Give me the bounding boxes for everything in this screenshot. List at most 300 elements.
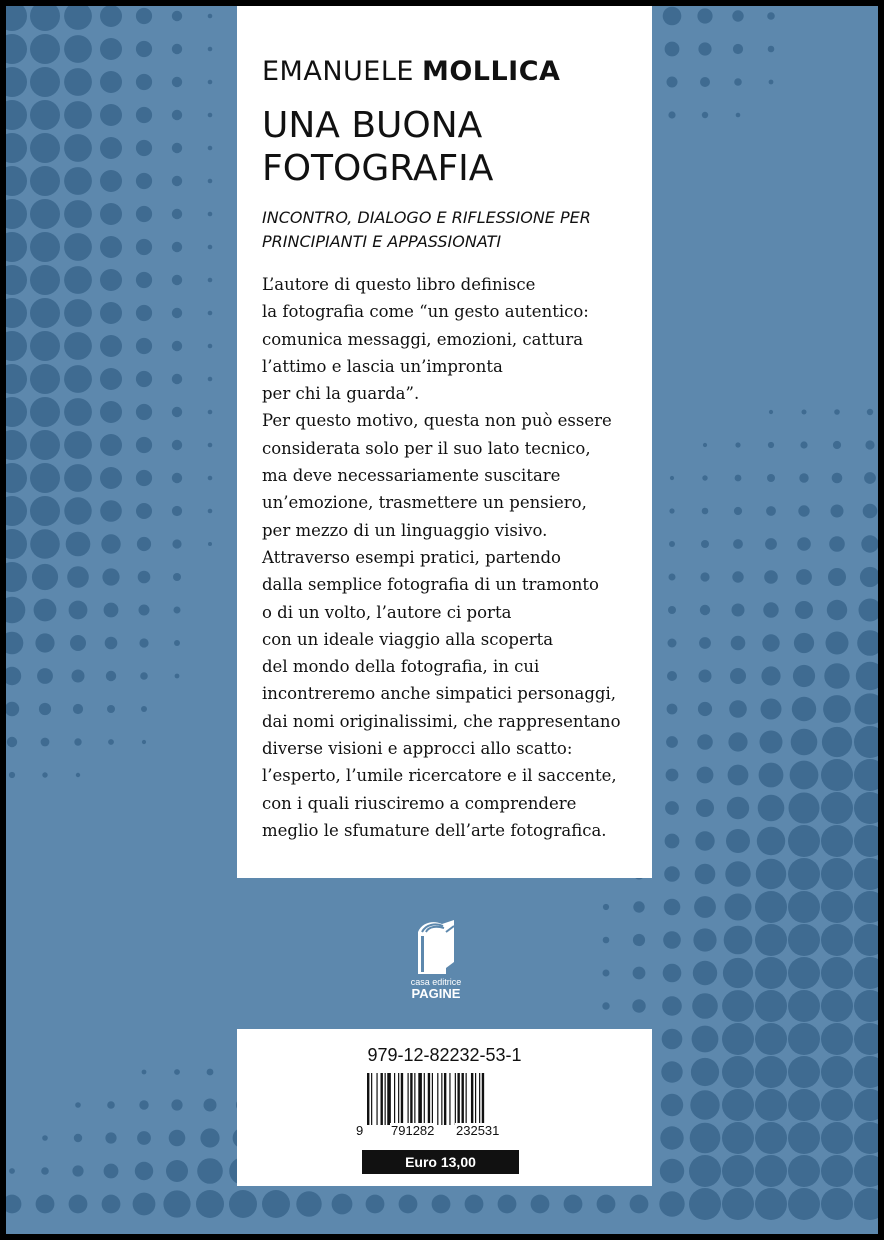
halftone-dot (100, 302, 122, 324)
halftone-dot (861, 535, 878, 552)
halftone-dot (136, 437, 152, 453)
halftone-dot (6, 529, 27, 559)
halftone-dot (824, 663, 849, 688)
halftone-dot (603, 904, 609, 910)
barcode-bar (471, 1073, 473, 1125)
halftone-dot (140, 672, 148, 680)
halftone-dot (64, 101, 92, 129)
halftone-dot (755, 1056, 787, 1088)
halftone-dot (759, 763, 784, 788)
halftone-dot (100, 203, 122, 225)
halftone-dot (172, 440, 182, 450)
halftone-dot (41, 1167, 49, 1175)
halftone-dot (659, 1191, 684, 1216)
halftone-dot (30, 232, 60, 262)
halftone-dot (139, 1100, 148, 1109)
halftone-dot (662, 996, 682, 1016)
halftone-dot (133, 1193, 156, 1216)
halftone-dot (100, 236, 122, 258)
barcode-bar (466, 1073, 467, 1125)
halftone-dot (728, 732, 747, 751)
halftone-dot (854, 726, 878, 758)
halftone-dot (736, 113, 741, 118)
halftone-dot (665, 801, 679, 815)
halftone-dot (72, 1165, 83, 1176)
halftone-dot (172, 77, 182, 87)
halftone-dot (64, 431, 92, 459)
halftone-dot (207, 1069, 214, 1076)
halftone-dot (6, 667, 21, 685)
halftone-dot (667, 704, 678, 715)
halftone-dot (735, 442, 740, 447)
halftone-dot (74, 738, 81, 745)
halftone-dot (6, 430, 27, 460)
halftone-dot (6, 6, 27, 31)
halftone-dot (697, 734, 713, 750)
barcode-bar (371, 1073, 372, 1125)
halftone-dot (702, 112, 708, 118)
halftone-dot (100, 104, 122, 126)
halftone-dot (755, 1023, 787, 1055)
halftone-dot (788, 1155, 820, 1187)
barcode-bar (424, 1073, 425, 1125)
halftone-dot (723, 958, 753, 988)
halftone-dot (136, 371, 152, 387)
halftone-dot (854, 759, 878, 791)
halftone-dot (100, 269, 122, 291)
barcode-bar (381, 1073, 383, 1125)
halftone-dot (854, 1122, 878, 1154)
halftone-dot (136, 404, 152, 420)
halftone-dot (6, 463, 27, 493)
halftone-dot (107, 705, 115, 713)
halftone-dot (136, 272, 152, 288)
halftone-dot (172, 242, 182, 252)
halftone-dot (72, 670, 85, 683)
halftone-dot (821, 792, 853, 824)
halftone-dot (64, 134, 92, 162)
halftone-dot (172, 308, 182, 318)
halftone-dot (6, 166, 27, 196)
halftone-dot (138, 571, 151, 584)
halftone-dot (863, 504, 878, 519)
halftone-dot (788, 1023, 820, 1055)
halftone-dot (755, 1089, 787, 1121)
halftone-dot (100, 335, 122, 357)
halftone-dot (854, 1188, 878, 1220)
halftone-dot (66, 532, 91, 557)
halftone-dot (142, 1070, 147, 1075)
halftone-dot (30, 6, 60, 31)
blurb-text (262, 271, 647, 844)
halftone-dot (821, 1155, 853, 1187)
halftone-dot (30, 265, 60, 295)
halftone-dot (332, 1194, 353, 1215)
halftone-dot (695, 831, 714, 850)
halftone-dot (854, 990, 878, 1022)
halftone-dot (262, 1190, 290, 1218)
halftone-dot (9, 772, 15, 778)
halftone-dot (30, 331, 60, 361)
blurb-line: ma deve necessariamente suscitare (262, 466, 561, 486)
blurb-line: dai nomi originalissimi, che rappresentano (262, 711, 621, 731)
halftone-dot (100, 368, 122, 390)
halftone-dot (30, 496, 60, 526)
isbn-number: 979-12-82232-53-1 (367, 1045, 522, 1065)
halftone-dot (32, 564, 58, 590)
halftone-dot (163, 1190, 190, 1217)
halftone-dot (732, 571, 743, 582)
halftone-dot (731, 636, 746, 651)
blurb-line: considerata solo per il suo lato tecnico, (262, 438, 591, 458)
blurb-line: un’emozione, trasmettere un pensiero, (262, 493, 587, 513)
halftone-dot (6, 199, 27, 229)
halftone-dot (859, 599, 879, 622)
halftone-dot (761, 666, 780, 685)
halftone-dot (101, 534, 120, 553)
halftone-dot (663, 7, 682, 26)
blurb-line: con i quali riusciremo a comprendere (262, 793, 577, 813)
halftone-dot (788, 990, 820, 1022)
halftone-dot (669, 508, 674, 513)
halftone-dot (726, 829, 750, 853)
halftone-dot (208, 476, 213, 481)
halftone-dot (172, 374, 182, 384)
halftone-dot (204, 1099, 217, 1112)
barcode-bar (479, 1073, 480, 1125)
halftone-dot (665, 834, 680, 849)
halftone-dot (208, 80, 213, 85)
halftone-dot (64, 365, 92, 393)
halftone-dot (761, 699, 782, 720)
halftone-dot (757, 827, 785, 855)
halftone-dot (107, 1101, 115, 1109)
halftone-dot (465, 1195, 484, 1214)
halftone-dot (102, 1195, 121, 1214)
barcode-bar (414, 1073, 415, 1125)
barcode-bar (432, 1073, 433, 1125)
barcode-bar (385, 1073, 386, 1125)
halftone-dot (64, 398, 92, 426)
halftone-dot (6, 597, 25, 624)
halftone-dot (732, 604, 745, 617)
halftone-dot (64, 266, 92, 294)
halftone-dot (668, 111, 675, 118)
halftone-dot (722, 1188, 754, 1220)
halftone-dot (660, 1159, 684, 1183)
halftone-dot (699, 670, 712, 683)
halftone-dot (690, 1090, 719, 1119)
halftone-dot (70, 635, 86, 651)
halftone-dot (797, 537, 811, 551)
halftone-dot (42, 772, 47, 777)
halftone-dot (854, 924, 878, 956)
halftone-dot (197, 1158, 223, 1184)
halftone-dot (172, 341, 182, 351)
halftone-dot (767, 474, 775, 482)
halftone-dot (821, 858, 853, 890)
halftone-dot (136, 503, 152, 519)
halftone-dot (105, 1132, 116, 1143)
halftone-dot (64, 497, 91, 524)
halftone-dot (664, 899, 681, 916)
halftone-dot (796, 569, 812, 585)
halftone-dot (64, 332, 92, 360)
halftone-dot (755, 1188, 787, 1220)
halftone-dot (660, 1126, 683, 1149)
author-first-name: EMANUELE (262, 56, 414, 87)
halftone-dot (30, 397, 60, 427)
barcode-bar (398, 1073, 399, 1125)
halftone-dot (30, 67, 60, 97)
blurb-line: l’attimo e lascia un’impronta (262, 356, 503, 376)
publisher-name: PAGINE (411, 986, 461, 1001)
barcode-bar (408, 1073, 409, 1125)
halftone-dot (764, 570, 778, 584)
halftone-dot (208, 113, 213, 118)
halftone-dot (603, 970, 610, 977)
halftone-dot (755, 1122, 787, 1154)
halftone-dot (166, 1160, 188, 1182)
halftone-dot (136, 107, 152, 123)
halftone-dot (399, 1195, 418, 1214)
halftone-dot (136, 305, 152, 321)
halftone-dot (695, 864, 716, 885)
halftone-dot (136, 206, 152, 222)
halftone-dot (41, 738, 50, 747)
halftone-dot (821, 1089, 853, 1121)
halftone-dot (821, 891, 853, 923)
halftone-dot (828, 568, 846, 586)
halftone-dot (788, 825, 820, 857)
halftone-dot (172, 473, 182, 483)
halftone-dot (800, 441, 807, 448)
halftone-dot (6, 1195, 21, 1214)
halftone-dot (821, 1023, 853, 1055)
halftone-dot (734, 507, 742, 515)
halftone-dot (30, 199, 60, 229)
barcode-bar (449, 1073, 450, 1125)
halftone-dot (208, 509, 213, 514)
blurb-line: comunica messaggi, emozioni, cattura (262, 329, 584, 349)
halftone-dot (30, 100, 60, 130)
halftone-dot (172, 407, 182, 417)
halftone-dot (35, 633, 54, 652)
halftone-dot (722, 1155, 754, 1187)
halftone-dot (821, 759, 853, 791)
halftone-dot (827, 600, 847, 620)
halftone-dot (564, 1195, 583, 1214)
halftone-dot (136, 338, 152, 354)
publisher-logo (401, 918, 471, 1018)
halftone-dot (75, 1102, 81, 1108)
halftone-dot (37, 668, 53, 684)
halftone-dot (531, 1195, 550, 1214)
halftone-dot (208, 542, 212, 546)
halftone-dot (689, 1188, 721, 1220)
halftone-dot (792, 697, 816, 721)
halftone-dot (208, 146, 213, 151)
halftone-dot (136, 41, 152, 57)
halftone-dot (694, 896, 716, 918)
blurb-line: Per questo motivo, questa non può essere (262, 411, 612, 431)
halftone-dot (854, 858, 878, 890)
halftone-dot (100, 500, 122, 522)
halftone-dot (6, 34, 27, 64)
barcode-bar (428, 1073, 430, 1125)
halftone-dot (821, 924, 853, 956)
halftone-dot (768, 442, 774, 448)
publisher-label: casa editrice (410, 977, 462, 987)
blurb-line: con un ideale viaggio alla scoperta (262, 629, 554, 649)
blurb-line: L’autore di questo libro definisce (262, 275, 536, 294)
halftone-dot (633, 934, 645, 946)
halftone-dot (763, 602, 778, 617)
halftone-dot (30, 133, 60, 163)
halftone-dot (30, 463, 60, 493)
halftone-dot (664, 866, 680, 882)
halftone-dot (64, 299, 92, 327)
halftone-dot (6, 397, 27, 427)
halftone-dot (208, 179, 213, 184)
barcode-bar (437, 1073, 438, 1125)
halftone-dot (756, 859, 786, 889)
back-cover (6, 6, 878, 1234)
halftone-dot (765, 538, 777, 550)
halftone-dot (734, 78, 742, 86)
halftone-dot (854, 825, 878, 857)
halftone-dot (74, 1134, 82, 1142)
barcode-digit-first: 9 (356, 1123, 364, 1138)
halftone-dot (172, 539, 181, 548)
halftone-dot (498, 1195, 517, 1214)
halftone-dot (141, 706, 147, 712)
halftone-dot (30, 298, 60, 328)
barcode-bar (441, 1073, 442, 1125)
halftone-dot (821, 825, 853, 857)
halftone-dot (826, 632, 849, 655)
halftone-dot (798, 505, 809, 516)
halftone-dot (854, 792, 878, 824)
halftone-dot (106, 671, 116, 681)
author-name (262, 56, 560, 87)
barcode-panel (237, 1029, 652, 1186)
halftone-dot (172, 209, 182, 219)
halftone-dot (760, 731, 783, 754)
halftone-dot (142, 740, 146, 744)
barcode-bar (462, 1073, 464, 1125)
halftone-dot (725, 861, 750, 886)
halftone-dot (722, 1122, 754, 1154)
halftone-dot (100, 38, 122, 60)
halftone-dot (769, 410, 773, 414)
barcode-bar (418, 1073, 422, 1125)
halftone-dot (175, 674, 180, 679)
halftone-dot (64, 35, 92, 63)
halftone-dot (700, 605, 710, 615)
halftone-dot (699, 637, 711, 649)
halftone-dot (208, 410, 213, 415)
halftone-dot (100, 137, 122, 159)
halftone-dot (755, 957, 787, 989)
halftone-dot (208, 443, 213, 448)
halftone-dot (6, 331, 27, 361)
halftone-dot (64, 167, 92, 195)
halftone-dot (698, 42, 711, 55)
halftone-dot (701, 540, 709, 548)
halftone-dot (831, 505, 844, 518)
halftone-dot (668, 639, 677, 648)
halftone-dot (139, 605, 150, 616)
blurb-line: incontreremo anche simpatici personaggi, (262, 684, 616, 704)
halftone-dot (788, 1089, 820, 1121)
halftone-dot (136, 140, 152, 156)
halftone-dot (174, 607, 181, 614)
halftone-dot (208, 344, 213, 349)
halftone-dot (366, 1195, 385, 1214)
halftone-dot (794, 633, 814, 653)
halftone-dot (34, 599, 57, 622)
halftone-dot (729, 700, 747, 718)
price-label: Euro 13,00 (362, 1150, 519, 1174)
halftone-dot (171, 1099, 182, 1110)
halftone-dot (6, 265, 27, 295)
halftone-dot (100, 434, 122, 456)
halftone-dot (725, 894, 752, 921)
halftone-dot (73, 704, 83, 714)
halftone-dot (6, 133, 27, 163)
halftone-dot (663, 964, 682, 983)
halftone-dot (39, 703, 51, 715)
halftone-dot (689, 1155, 721, 1187)
halftone-dot (100, 170, 122, 192)
book-title: UNA BUONA FOTOGRAFIA (262, 105, 494, 189)
halftone-dot (69, 601, 88, 620)
blurb-line: dalla semplice fotografia di un tramonto (262, 575, 599, 595)
blurb-line: la fotografia come “un gesto autentico: (262, 302, 589, 322)
halftone-dot (799, 473, 808, 482)
halftone-dot (108, 739, 114, 745)
halftone-dot (728, 765, 749, 786)
halftone-dot (208, 212, 213, 217)
halftone-dot (854, 891, 878, 923)
halftone-dot (788, 957, 820, 989)
halftone-dot (661, 1061, 682, 1082)
halftone-dot (662, 1029, 683, 1050)
halftone-dot (67, 566, 89, 588)
halftone-dot (722, 1056, 754, 1088)
halftone-dot (722, 1089, 754, 1121)
halftone-dot (788, 891, 820, 923)
halftone-dot (762, 634, 779, 651)
halftone-dot (6, 632, 23, 655)
halftone-dot (733, 539, 743, 549)
halftone-dot (208, 311, 213, 316)
halftone-dot (172, 11, 182, 21)
halftone-dot (667, 671, 677, 681)
halftone-dot (296, 1191, 321, 1216)
halftone-dot (208, 14, 213, 19)
halftone-dot (100, 6, 122, 27)
halftone-dot (821, 1122, 853, 1154)
halftone-dot (670, 476, 674, 480)
halftone-dot (692, 993, 718, 1019)
halftone-dot (30, 430, 60, 460)
halftone-dot (755, 1155, 787, 1187)
halftone-dot (697, 8, 712, 23)
halftone-dot (854, 1155, 878, 1187)
halftone-dot (136, 470, 152, 486)
